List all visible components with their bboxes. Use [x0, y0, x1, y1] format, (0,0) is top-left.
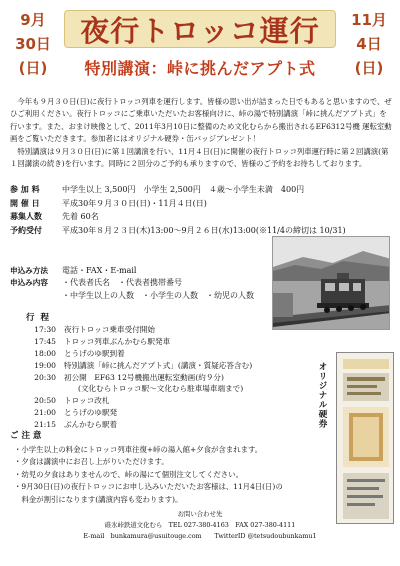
date-value: 平成30年９月３０日(日)・11月４日(日) [62, 198, 207, 208]
schedule-heading: 行程 [26, 313, 56, 323]
schedule-time: 20:30 [34, 372, 56, 382]
intro-paragraph-2: 特別講演は９月３０日(日)に第１回講演を行い、11月４日(日)に開催の夜行トロッコ列車運行時に第２回講演(第１回講演の続き)を行います。同時に２回分のご予約も承りますので、皆様のご予約をお待ちしております。 [10, 146, 389, 169]
schedule-item [24, 395, 294, 407]
schedule-text: トロッコ改札 [64, 396, 110, 406]
reservation-value: 平成30年８月２３日(木)13:00～9月２６日(水)13:00(※11/4の締切は 10/31) [62, 225, 346, 235]
contact-section [0, 509, 400, 542]
ticket-image [336, 352, 394, 524]
schedule-item [24, 418, 294, 430]
schedule-item [24, 359, 294, 371]
schedule-text: トロッコ列車ぶんかむら駅発車 [64, 337, 171, 347]
apply-method-label: 申込み方法 [10, 265, 48, 275]
locomotive-photo [272, 236, 390, 330]
locomotive-photo-image [273, 237, 390, 330]
schedule-item [24, 371, 294, 383]
page-title: 夜行トロッコ運行 [80, 13, 320, 48]
schedule-list [24, 324, 294, 430]
info-row-date [10, 197, 392, 211]
schedule-time: 17:30 [34, 325, 56, 335]
schedule-time: 21:15 [34, 419, 56, 429]
fee-value: 中学生以上 3,500円 小学生 2,500円 ４歳～小学生未満 400円 [62, 185, 305, 195]
info-row-fee [10, 183, 392, 197]
apply-method-row [10, 264, 280, 277]
ticket-caption: オリジナル硬券 [317, 362, 327, 429]
fee-label: 参 加 料 [10, 185, 40, 195]
schedule-item [24, 336, 294, 348]
contact-email: E-mail bunkamura@usuitouge.com TwitterID @tetsudoubunkamu1 [83, 532, 317, 540]
schedule-item [24, 348, 294, 360]
info-table [10, 183, 392, 237]
reservation-label: 予約受付 [10, 225, 42, 235]
apply-content-label: 申込み内容 [10, 278, 48, 288]
schedule-text: ぶんかむら駅着 [64, 419, 118, 429]
capacity-value: 先着 60名 [62, 212, 99, 222]
apply-content-row-2 [10, 289, 280, 302]
schedule-time: 18:00 [34, 348, 56, 358]
capacity-label: 募集人数 [10, 212, 42, 222]
schedule-time: 21:00 [34, 407, 56, 417]
contact-org: 碓氷峠鉄道文化むら TEL 027-380-4163 FAX 027-380-4111 [104, 521, 296, 529]
date-right-day: 4日 [356, 35, 382, 53]
date-left-day: 30日 [15, 35, 51, 53]
apply-section [10, 264, 280, 302]
intro-paragraph-1: 今年も９月３０日(日)に夜行トロッコ列車を運行します。皆様の思い出が詰まった日でもあると思いますので、ぜひご利用ください。夜行トロッコにご乗車いただいたお客様向けに、峠の湯で特別講演「峠に挑んだアプト式」を行います。また、おまけ映像として、2011年3月10日に整備のため文化むらから搬出されるEF6312号機 運転室動画をご覧いただきます。参加者にはオリジナル硬券・缶バッジプレゼント！ [10, 97, 392, 144]
date-left [8, 8, 58, 80]
date-right-weekday: (日) [354, 59, 384, 77]
ticket-illustration [337, 353, 394, 524]
subtitle: 特別講演：峠に挑んだアプト式 [84, 59, 316, 78]
schedule-item [24, 324, 294, 336]
title-box [64, 10, 336, 48]
schedule-text: 特別講演「峠に挑んだアプト式」(講演・質疑応答含む) [64, 360, 253, 370]
contact-heading: お問い合わせ先 [177, 510, 223, 518]
date-right-month: 11月 [351, 11, 387, 29]
date-right [344, 8, 394, 80]
schedule-time: 19:00 [34, 360, 56, 370]
apply-content-row [10, 277, 280, 290]
note-item: ・小学生以上の料金にトロッコ列車往復+峠の湯入館+夕食が含まれます。 [14, 445, 263, 454]
note-item: 料金が割引になります(講演内容も変わります)。 [14, 494, 183, 504]
note-item: ・9月30日(日)の夜行トロッコにお申し込みいただいたお客様は、11月4日(日)の [14, 482, 283, 492]
header-banner [0, 0, 400, 84]
date-left-month: 9月 [20, 11, 46, 29]
schedule-item [24, 383, 294, 395]
info-row-capacity [10, 210, 392, 224]
schedule-time: 17:45 [34, 337, 56, 347]
note-item: ・夕食は講演中にお召し上がりいただけます。 [14, 457, 169, 467]
schedule-time: 20:50 [34, 396, 56, 406]
info-row-reservation [10, 224, 392, 238]
apply-content-value-2: ・中学生以上の人数 ・小学生の人数 ・幼児の人数 [62, 290, 254, 300]
schedule-text: とうげのゆ駅到着 [64, 348, 125, 358]
notes-list [14, 444, 332, 506]
intro-section [10, 96, 392, 170]
apply-method-value: 電話・FAX・E-mail [62, 265, 137, 275]
schedule-text: 初公開 EF63 12号機搬出運転室動画(約９分) [64, 372, 224, 382]
apply-content-value: ・代表者氏名 ・代表者携帯番号 [62, 278, 182, 288]
schedule-text: とうげのゆ駅発 [64, 407, 118, 417]
note-item: ・幼児の夕食はありませんので、峠の湯にて個別注文してください。 [14, 469, 243, 479]
notes-heading: ご 注 意 [10, 431, 42, 441]
schedule-item [24, 407, 294, 419]
schedule-text: (文化むらトロッコ駅～文化むら駐車場車端まで) [78, 384, 244, 394]
date-label: 開 催 日 [10, 198, 40, 208]
date-left-weekday: (日) [18, 59, 48, 77]
schedule-text: 夜行トロッコ乗車受付開始 [64, 325, 155, 335]
